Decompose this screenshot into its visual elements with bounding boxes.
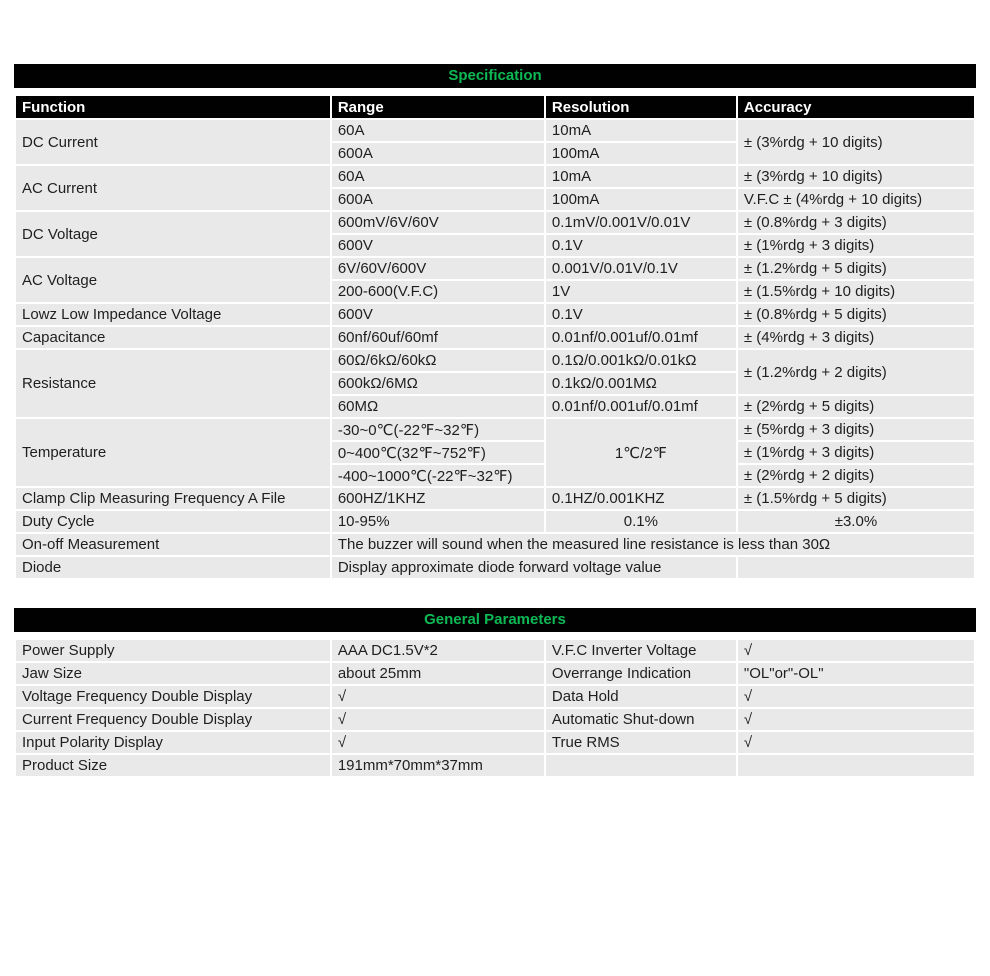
cell: ± (3%rdg + 10 digits) bbox=[737, 165, 975, 188]
cell: ± (1.2%rdg + 2 digits) bbox=[737, 349, 975, 395]
cell: "OL"or"-OL" bbox=[737, 662, 975, 685]
cell: Automatic Shut-down bbox=[545, 708, 737, 731]
cell: 600V bbox=[331, 303, 545, 326]
cell: 0.1HZ/0.001KHZ bbox=[545, 487, 737, 510]
cell: 1V bbox=[545, 280, 737, 303]
table-row bbox=[15, 708, 975, 731]
cell: 200-600(V.F.C) bbox=[331, 280, 545, 303]
cell: ± (1%rdg + 3 digits) bbox=[737, 234, 975, 257]
cell bbox=[737, 754, 975, 777]
cell: Resistance bbox=[15, 349, 331, 418]
table-row bbox=[15, 211, 975, 234]
cell: 0.01nf/0.001uf/0.01mf bbox=[545, 326, 737, 349]
cell: Duty Cycle bbox=[15, 510, 331, 533]
header-row bbox=[15, 95, 975, 119]
general-parameters-title: General Parameters bbox=[14, 608, 976, 632]
cell: 600A bbox=[331, 188, 545, 211]
cell: 600A bbox=[331, 142, 545, 165]
cell: ± (4%rdg + 3 digits) bbox=[737, 326, 975, 349]
cell: ± (2%rdg + 5 digits) bbox=[737, 395, 975, 418]
cell: 60MΩ bbox=[331, 395, 545, 418]
cell: 0.001V/0.01V/0.1V bbox=[545, 257, 737, 280]
cell: AAA DC1.5V*2 bbox=[331, 639, 545, 662]
cell: 0~400℃(32℉~752℉) bbox=[331, 441, 545, 464]
table-row bbox=[15, 326, 975, 349]
cell: ± (0.8%rdg + 5 digits) bbox=[737, 303, 975, 326]
cell: ± (0.8%rdg + 3 digits) bbox=[737, 211, 975, 234]
table-row bbox=[15, 754, 975, 777]
cell: 600V bbox=[331, 234, 545, 257]
table-row bbox=[15, 119, 975, 142]
cell: √ bbox=[737, 685, 975, 708]
cell: -400~1000℃(-22℉~32℉) bbox=[331, 464, 545, 487]
cell: √ bbox=[737, 708, 975, 731]
cell: 10mA bbox=[545, 165, 737, 188]
cell: Temperature bbox=[15, 418, 331, 487]
table-row bbox=[15, 685, 975, 708]
cell: DC Current bbox=[15, 119, 331, 165]
cell: 600HZ/1KHZ bbox=[331, 487, 545, 510]
cell: Power Supply bbox=[15, 639, 331, 662]
spec-sheet bbox=[14, 64, 976, 778]
cell: -30~0℃(-22℉~32℉) bbox=[331, 418, 545, 441]
cell: √ bbox=[331, 708, 545, 731]
table-row bbox=[15, 533, 975, 556]
cell: 10-95% bbox=[331, 510, 545, 533]
cell: ± (2%rdg + 2 digits) bbox=[737, 464, 975, 487]
specification-table bbox=[14, 94, 976, 580]
cell: The buzzer will sound when the measured line resistance is less than 30Ω bbox=[331, 533, 975, 556]
cell: 60A bbox=[331, 165, 545, 188]
cell: 0.1% bbox=[545, 510, 737, 533]
column-header: Function bbox=[15, 95, 331, 119]
cell: Lowz Low Impedance Voltage bbox=[15, 303, 331, 326]
cell: 0.01nf/0.001uf/0.01mf bbox=[545, 395, 737, 418]
cell: 60A bbox=[331, 119, 545, 142]
cell: Jaw Size bbox=[15, 662, 331, 685]
cell: ± (1%rdg + 3 digits) bbox=[737, 441, 975, 464]
cell: V.F.C Inverter Voltage bbox=[545, 639, 737, 662]
cell: 10mA bbox=[545, 119, 737, 142]
cell: 0.1kΩ/0.001MΩ bbox=[545, 372, 737, 395]
cell: Product Size bbox=[15, 754, 331, 777]
table-row bbox=[15, 349, 975, 372]
cell: Overrange Indication bbox=[545, 662, 737, 685]
table-row bbox=[15, 639, 975, 662]
table-row bbox=[15, 257, 975, 280]
column-header: Range bbox=[331, 95, 545, 119]
cell: Current Frequency Double Display bbox=[15, 708, 331, 731]
cell: 1℃/2℉ bbox=[545, 418, 737, 487]
table-row bbox=[15, 662, 975, 685]
cell: 0.1V bbox=[545, 234, 737, 257]
cell: Display approximate diode forward voltage value bbox=[331, 556, 737, 579]
table-row bbox=[15, 487, 975, 510]
cell: 0.1mV/0.001V/0.01V bbox=[545, 211, 737, 234]
column-header: Resolution bbox=[545, 95, 737, 119]
table-row bbox=[15, 165, 975, 188]
cell: Capacitance bbox=[15, 326, 331, 349]
cell: AC Voltage bbox=[15, 257, 331, 303]
cell: √ bbox=[331, 685, 545, 708]
cell: √ bbox=[737, 731, 975, 754]
table-row bbox=[15, 303, 975, 326]
cell: 60nf/60uf/60mf bbox=[331, 326, 545, 349]
cell: DC Voltage bbox=[15, 211, 331, 257]
cell: Data Hold bbox=[545, 685, 737, 708]
cell: ± (1.5%rdg + 10 digits) bbox=[737, 280, 975, 303]
table-row bbox=[15, 418, 975, 441]
cell: AC Current bbox=[15, 165, 331, 211]
table-row bbox=[15, 731, 975, 754]
cell: √ bbox=[331, 731, 545, 754]
table-row bbox=[15, 510, 975, 533]
cell: Voltage Frequency Double Display bbox=[15, 685, 331, 708]
cell: ± (1.2%rdg + 5 digits) bbox=[737, 257, 975, 280]
specification-title: Specification bbox=[14, 64, 976, 88]
cell bbox=[737, 556, 975, 579]
cell: ± (1.5%rdg + 5 digits) bbox=[737, 487, 975, 510]
cell: 600kΩ/6MΩ bbox=[331, 372, 545, 395]
cell: ± (5%rdg + 3 digits) bbox=[737, 418, 975, 441]
cell: 191mm*70mm*37mm bbox=[331, 754, 545, 777]
cell: Diode bbox=[15, 556, 331, 579]
cell: 0.1V bbox=[545, 303, 737, 326]
table-row bbox=[15, 556, 975, 579]
cell: √ bbox=[737, 639, 975, 662]
cell: about 25mm bbox=[331, 662, 545, 685]
cell: ± (3%rdg + 10 digits) bbox=[737, 119, 975, 165]
cell: 6V/60V/600V bbox=[331, 257, 545, 280]
column-header: Accuracy bbox=[737, 95, 975, 119]
cell: 100mA bbox=[545, 188, 737, 211]
cell: True RMS bbox=[545, 731, 737, 754]
cell: V.F.C ± (4%rdg + 10 digits) bbox=[737, 188, 975, 211]
cell: 60Ω/6kΩ/60kΩ bbox=[331, 349, 545, 372]
cell: 100mA bbox=[545, 142, 737, 165]
cell: On-off Measurement bbox=[15, 533, 331, 556]
cell bbox=[545, 754, 737, 777]
general-parameters-table bbox=[14, 638, 976, 778]
cell: Clamp Clip Measuring Frequency A File bbox=[15, 487, 331, 510]
cell: 0.1Ω/0.001kΩ/0.01kΩ bbox=[545, 349, 737, 372]
cell: Input Polarity Display bbox=[15, 731, 331, 754]
cell: ±3.0% bbox=[737, 510, 975, 533]
cell: 600mV/6V/60V bbox=[331, 211, 545, 234]
